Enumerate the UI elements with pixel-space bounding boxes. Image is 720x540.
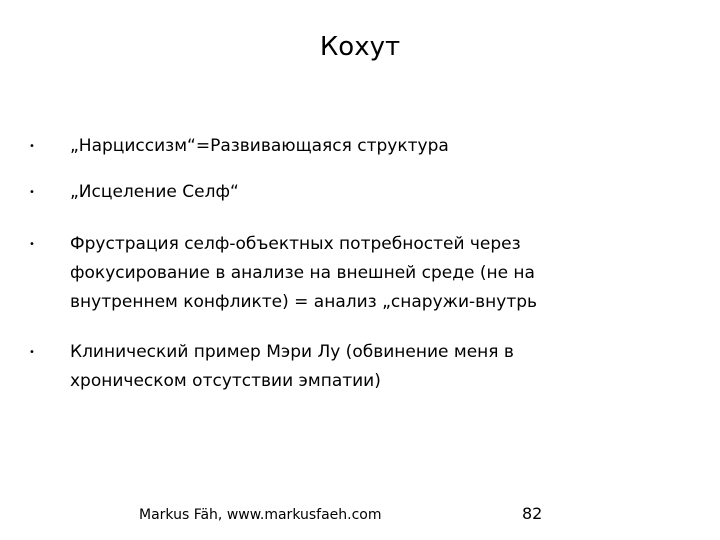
bullet-marker: •: [29, 187, 35, 198]
bullet-text-line: хроническом отсутствии эмпатии): [70, 371, 381, 391]
bullet-marker: •: [29, 347, 35, 358]
bullet-text-line: Фрустрация селф-объектных потребностей через: [70, 234, 521, 254]
bullet-text-line: Клинический пример Мэри Лу (обвинение меня в: [70, 342, 514, 362]
footer-author: Markus Fäh, www.markusfaeh.com: [139, 507, 382, 523]
bullet-marker: •: [29, 239, 35, 250]
page-number: 82: [522, 504, 543, 523]
slide-title: Кохут: [319, 32, 401, 62]
bullet-text-line: внутреннем конфликте) = анализ „снаружи-внутрь: [70, 292, 538, 312]
bullet-text-line: „Нарциссизм“=Развивающаяся структура: [70, 136, 449, 156]
bullet-marker: •: [29, 141, 35, 152]
bullet-text-line: фокусирование в анализе на внешней среде (не на: [70, 263, 535, 283]
bullet-text-line: „Исцеление Селф“: [70, 182, 239, 202]
